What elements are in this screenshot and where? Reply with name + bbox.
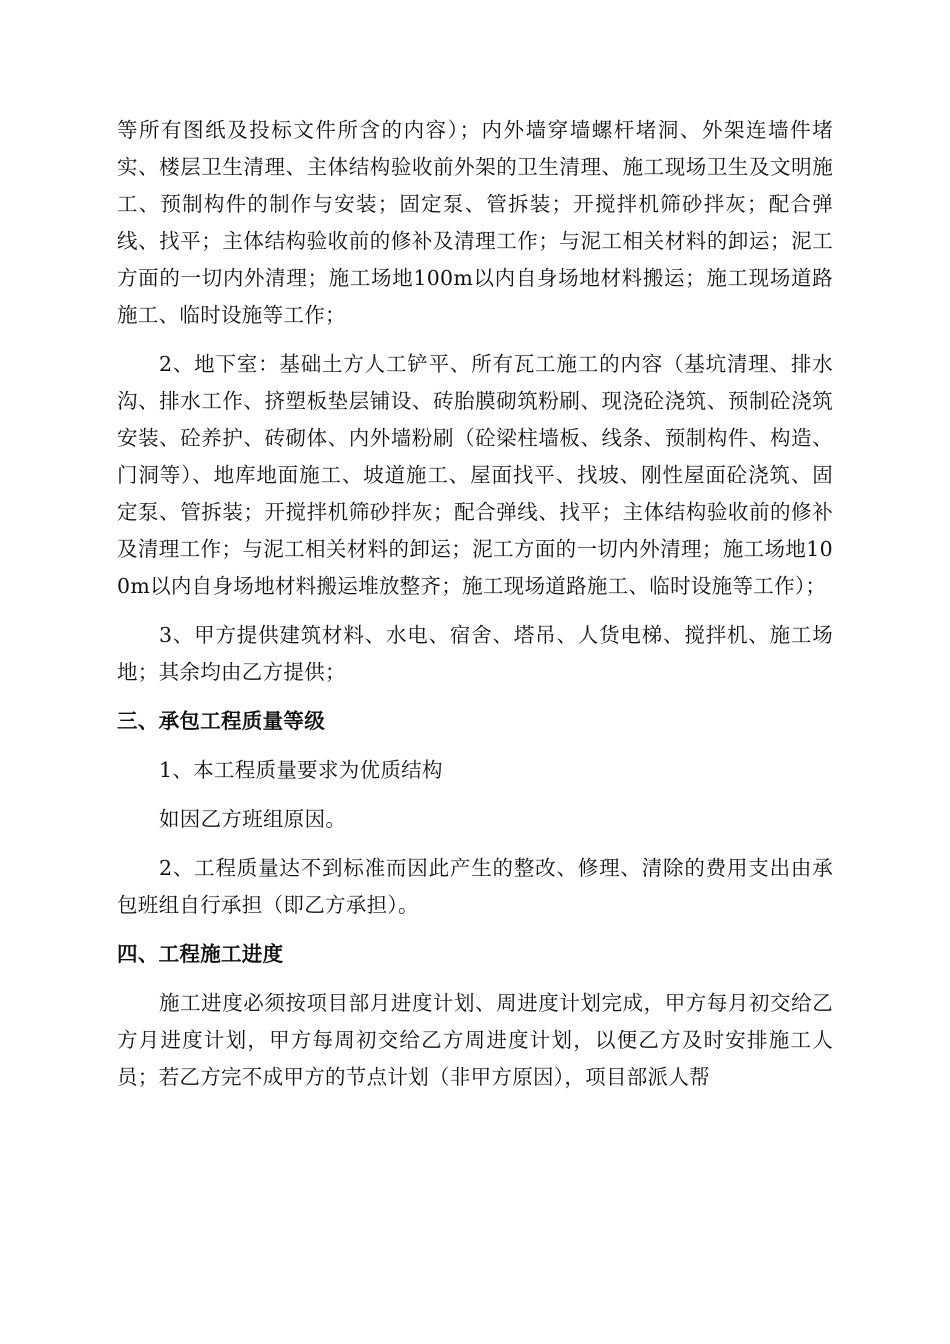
- section-heading-quality-grade: 三、承包工程质量等级: [117, 709, 325, 733]
- section-heading-schedule: 四、工程施工进度: [117, 942, 284, 966]
- paragraph-scope-continued: 等所有图纸及投标文件所含的内容）；内外墙穿墙螺杆堵洞、外架连墙件堵实、楼层卫生清理、主体结构验收前外架的卫生清理、施工现场卫生及文明施工、预制构件的制作与安装；固定泵、管拆装；开搅拌机筛砂拌灰；配合弹线、找平；主体结构验收前的修补及清理工作；与泥工相关材料的卸运；泥工方面的一切内外清理；施工场地100m以内自身场地材料搬运；施工现场道路施工、临时设施等工作；: [117, 118, 833, 327]
- paragraph-party-b-cause: 如因乙方班组原因。: [159, 807, 347, 831]
- paragraph-schedule-details: 施工进度必须按项目部月进度计划、周进度计划完成，甲方每月初交给乙方月进度计划，甲方每周初交给乙方周进度计划，以便乙方及时安排施工人员；若乙方完不成甲方的节点计划（非甲方原因），项目部派人帮: [117, 991, 833, 1089]
- paragraph-quality-requirement: 1、本工程质量要求为优质结构: [159, 758, 443, 782]
- paragraph-quality-costs: 2、工程质量达不到标准而因此产生的整改、修理、清除的费用支出由承包班组自行承担（即乙方承担）。: [117, 856, 833, 917]
- paragraph-basement-scope: 2、地下室：基础土方人工铲平、所有瓦工施工的内容（基坑清理、排水沟、排水工作、挤塑板垫层铺设、砖胎膜砌筑粉刷、现浇砼浇筑、预制砼浇筑安装、砼养护、砖砌体、内外墙粉刷（砼梁柱墙板、线条、预制构件、构造、门洞等）、地库地面施工、坡道施工、屋面找平、找坡、刚性屋面砼浇筑、固定泵、管拆装；开搅拌机筛砂拌灰；配合弹线、找平；主体结构验收前的修补及清理工作；与泥工相关材料的卸运；泥工方面的一切内外清理；施工场地100m以内自身场地材料搬运堆放整齐；施工现场道路施工、临时设施等工作）；: [117, 352, 833, 598]
- document-body: [117, 112, 833, 1108]
- paragraph-party-a-provisions: 3、甲方提供建筑材料、水电、宿舍、塔吊、人货电梯、搅拌机、施工场地；其余均由乙方提供；: [117, 623, 833, 684]
